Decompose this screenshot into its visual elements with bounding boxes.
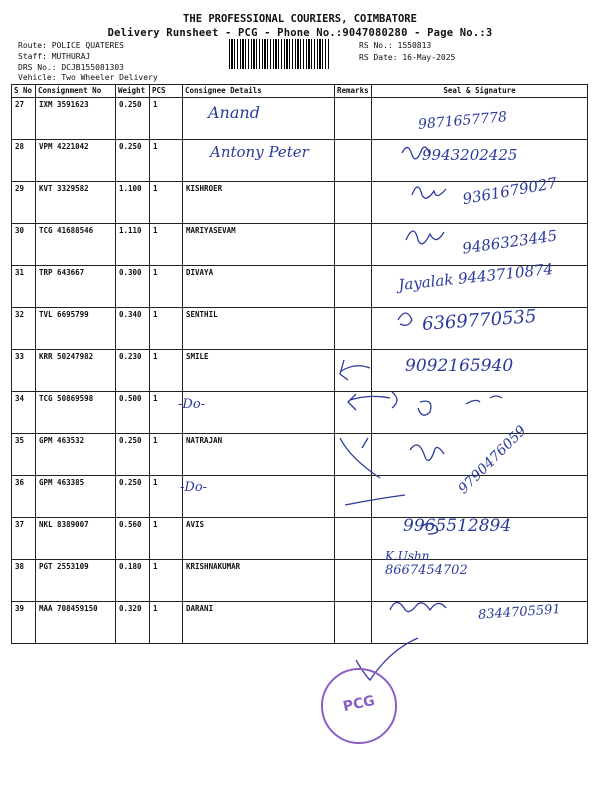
signature-scribble — [348, 392, 431, 415]
signature-scribble — [340, 360, 370, 380]
ditto-mark: -Do- — [180, 480, 208, 495]
row-consignee: SMILE — [183, 350, 335, 392]
signature-scribble — [402, 147, 430, 159]
handwritten-signature: 9092165940 — [405, 356, 514, 376]
row-consignment-no: KRR 50247982 — [36, 350, 116, 392]
row-consignment-no: GPM 463532 — [36, 434, 116, 476]
row-consignee: MARIYASEVAM — [183, 224, 335, 266]
row-weight: 0.250 — [116, 476, 150, 518]
row-pcs: 1 — [150, 266, 183, 308]
handwritten-name: Anand — [208, 103, 260, 122]
handwritten-name: K.Ushn — [385, 549, 430, 563]
handwritten-signature: 9486323445 — [461, 226, 559, 258]
handwritten-signature: Jayalak 9443710874 — [397, 259, 554, 295]
runsheet-subtitle: Delivery Runsheet - PCG - Phone No.:9047080280 - Page No.:3 — [107, 27, 493, 39]
row-pcs: 1 — [150, 224, 183, 266]
col-pcs: PCS — [150, 85, 183, 98]
row-consignment-no: NKL 8389007 — [36, 518, 116, 560]
row-sno: 32 — [12, 308, 36, 350]
rs-number: RS No.: 1550813 — [359, 41, 432, 50]
signature-scribble — [420, 524, 438, 534]
row-weight: 0.180 — [116, 560, 150, 602]
row-weight: 0.250 — [116, 434, 150, 476]
row-weight: 0.230 — [116, 350, 150, 392]
handwritten-signature: 8667454702 — [385, 563, 468, 578]
row-pcs: 1 — [150, 560, 183, 602]
signature-scribble — [390, 602, 446, 611]
row-sno: 36 — [12, 476, 36, 518]
row-sno: 33 — [12, 350, 36, 392]
signature-scribble — [340, 438, 444, 478]
row-weight: 0.340 — [116, 308, 150, 350]
row-weight: 1.100 — [116, 182, 150, 224]
row-weight: 1.110 — [116, 224, 150, 266]
row-weight: 0.560 — [116, 518, 150, 560]
signature-scribble — [406, 231, 444, 244]
col-seal-signature: Seal & Signature — [372, 85, 588, 98]
company-title: THE PROFESSIONAL COURIERS, COIMBATORE — [183, 13, 417, 25]
signature-scribble — [466, 396, 502, 404]
row-consignment-no: TRP 643667 — [36, 266, 116, 308]
ditto-mark: -Do- — [178, 397, 206, 412]
row-pcs: 1 — [150, 602, 183, 644]
signature-scribble — [412, 187, 446, 198]
handwritten-signature: 9943202425 — [422, 146, 518, 164]
signature-scribble — [398, 313, 412, 325]
row-sno: 31 — [12, 266, 36, 308]
row-sno: 35 — [12, 434, 36, 476]
row-consignment-no: GPM 463385 — [36, 476, 116, 518]
handwritten-signature: 9871657778 — [417, 109, 508, 133]
row-sno: 37 — [12, 518, 36, 560]
row-pcs: 1 — [150, 518, 183, 560]
row-consignee: AVIS — [183, 518, 335, 560]
staff-label: Staff: MUTHURAJ — [18, 52, 91, 61]
col-weight: Weight — [116, 85, 150, 98]
row-consignment-no: TCG 50869598 — [36, 392, 116, 434]
route-label: Route: POLICE QUATERES — [18, 41, 124, 50]
signature-scribble — [345, 495, 405, 505]
handwritten-signature: 9790476059 — [455, 422, 530, 498]
row-sno: 34 — [12, 392, 36, 434]
row-weight: 0.250 — [116, 140, 150, 182]
row-consignee: SENTHIL — [183, 308, 335, 350]
handwritten-signature: 9965512894 — [403, 516, 512, 536]
pcg-stamp — [321, 668, 397, 744]
row-consignment-no: TCG 41688546 — [36, 224, 116, 266]
row-consignee: DIVAYA — [183, 266, 335, 308]
row-consignment-no: VPM 4221042 — [36, 140, 116, 182]
row-consignee: NATRAJAN — [183, 434, 335, 476]
handwritten-signature: 8344705591 — [477, 602, 562, 623]
row-pcs: 1 — [150, 140, 183, 182]
row-consignment-no: MAA 708459150 — [36, 602, 116, 644]
row-consignment-no: KVT 3329582 — [36, 182, 116, 224]
row-sno: 29 — [12, 182, 36, 224]
handwritten-signature: 6369770535 — [421, 306, 538, 335]
row-pcs: 1 — [150, 392, 183, 434]
row-pcs: 1 — [150, 182, 183, 224]
row-consignment-no: PGT 2553109 — [36, 560, 116, 602]
row-sno: 30 — [12, 224, 36, 266]
row-pcs: 1 — [150, 98, 183, 140]
row-pcs: 1 — [150, 350, 183, 392]
col-sno: S No — [12, 85, 36, 98]
row-weight: 0.320 — [116, 602, 150, 644]
col-consignment: Consignment No — [36, 85, 116, 98]
row-consignee: DARANI — [183, 602, 335, 644]
row-sno: 39 — [12, 602, 36, 644]
rs-date: RS Date: 16-May-2025 — [359, 53, 456, 62]
row-pcs: 1 — [150, 476, 183, 518]
row-consignee: KRISHNAKUMAR — [183, 560, 335, 602]
row-weight: 0.500 — [116, 392, 150, 434]
row-sno: 27 — [12, 98, 36, 140]
handwritten-signature: 9361679027 — [461, 173, 559, 209]
row-consignee: KISHROER — [183, 182, 335, 224]
row-consignment-no: IXM 3591623 — [36, 98, 116, 140]
row-weight: 0.250 — [116, 98, 150, 140]
row-consignment-no: TVL 6695799 — [36, 308, 116, 350]
row-weight: 0.300 — [116, 266, 150, 308]
row-pcs: 1 — [150, 434, 183, 476]
row-sno: 28 — [12, 140, 36, 182]
stamp-text: PCG — [341, 692, 377, 716]
handwritten-name: Antony Peter — [210, 143, 309, 161]
row-pcs: 1 — [150, 308, 183, 350]
col-remarks: Remarks — [335, 85, 372, 98]
drs-number: DRS No.: DCJB155081303 — [18, 63, 124, 72]
row-sno: 38 — [12, 560, 36, 602]
vehicle-label: Vehicle: Two Wheeler Delivery — [18, 73, 158, 82]
col-consignee: Consignee Details — [183, 85, 335, 98]
